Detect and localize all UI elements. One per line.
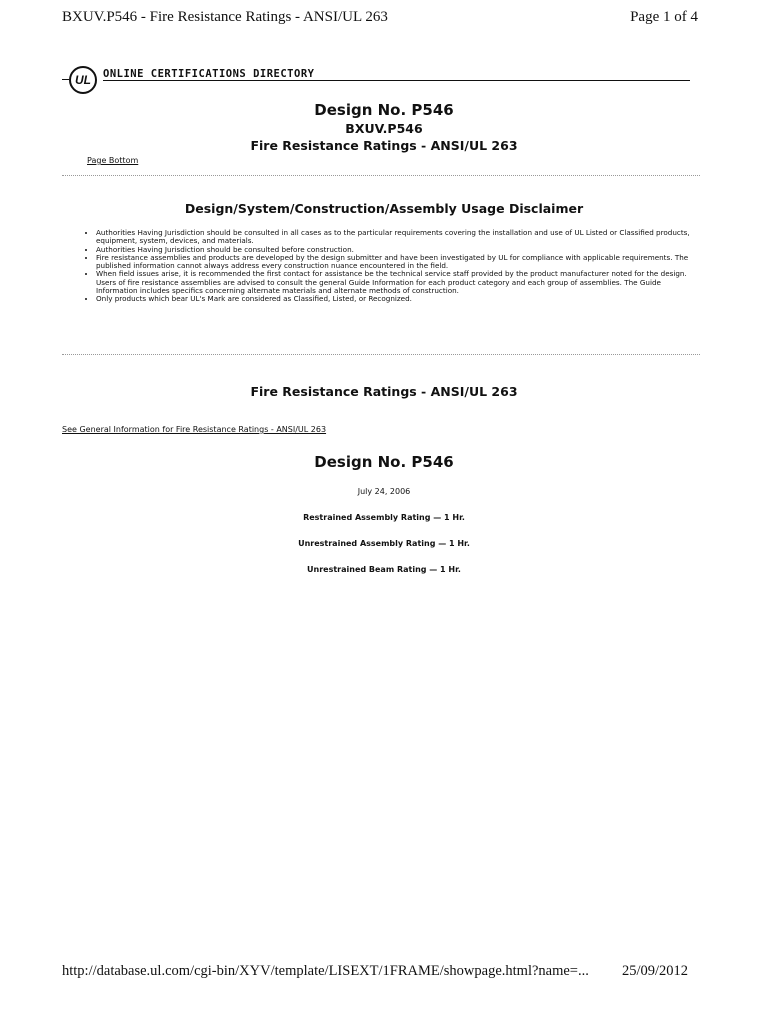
general-info-link[interactable]: See General Information for Fire Resistance Ratings - ANSI/UL 263: [62, 425, 327, 434]
unrestrained-assembly-rating: Unrestrained Assembly Rating — 1 Hr.: [298, 539, 470, 548]
banner-lead-rule: [62, 79, 69, 80]
print-header-title: BXUV.P546 - Fire Resistance Ratings - ANSI/UL 263: [62, 9, 388, 25]
disclaimer-title: Design/System/Construction/Assembly Usage Disclaimer: [184, 201, 584, 216]
page-title: Design No. P546: [314, 101, 454, 119]
disclaimer-item: • When field issues arise, it is recommended the first contact for assistance be the technical service staff provided by the product manufacturer noted for the design. Users of fire resistance assemblies are advised to consult the general Guide Information for each product category and each group of assemblies. The Guide Information includes specifics concerning alternate materials and alternate methods of construction.: [96, 270, 696, 295]
directory-banner: [62, 66, 690, 96]
standard-title: Fire Resistance Ratings - ANSI/UL 263: [250, 138, 518, 153]
disclaimer-item: • Fire resistance assemblies and products are developed by the design submitter and have been investigated by UL for compliance with applicable requirements. The published information cannot always address every construction nuance encountered in the field.: [96, 254, 696, 271]
unrestrained-beam-rating: Unrestrained Beam Rating — 1 Hr.: [307, 565, 461, 574]
footer-date: 25/09/2012: [622, 963, 689, 979]
disclaimer-list: [82, 229, 696, 304]
design-heading: Design No. P546: [314, 453, 454, 471]
print-header-page: Page 1 of 4: [630, 9, 698, 25]
disclaimer-item: • Only products which bear UL's Mark are considered as Classified, Listed, or Recognized.: [96, 295, 696, 303]
restrained-assembly-rating: Restrained Assembly Rating — 1 Hr.: [303, 513, 465, 522]
banner-rule: [103, 80, 690, 81]
divider: [62, 354, 700, 355]
disclaimer-item: • Authorities Having Jurisdiction should be consulted before construction.: [96, 246, 696, 254]
design-date: July 24, 2006: [357, 487, 411, 496]
ul-logo-icon: UL: [69, 66, 97, 94]
directory-title: ONLINE CERTIFICATIONS DIRECTORY: [103, 68, 315, 80]
page-bottom-link[interactable]: Page Bottom: [87, 156, 139, 165]
disclaimer-item: • Authorities Having Jurisdiction should be consulted in all cases as to the particular requirements covering the installation and use of UL Listed or Classified products, equipment, system, devices, and materials.: [96, 229, 696, 246]
category-code: BXUV.P546: [345, 121, 423, 136]
divider: [62, 175, 700, 176]
section-title: Fire Resistance Ratings - ANSI/UL 263: [250, 384, 518, 399]
footer-url: http://database.ul.com/cgi-bin/XYV/template/LISEXT/1FRAME/showpage.html?name=...: [62, 963, 589, 979]
